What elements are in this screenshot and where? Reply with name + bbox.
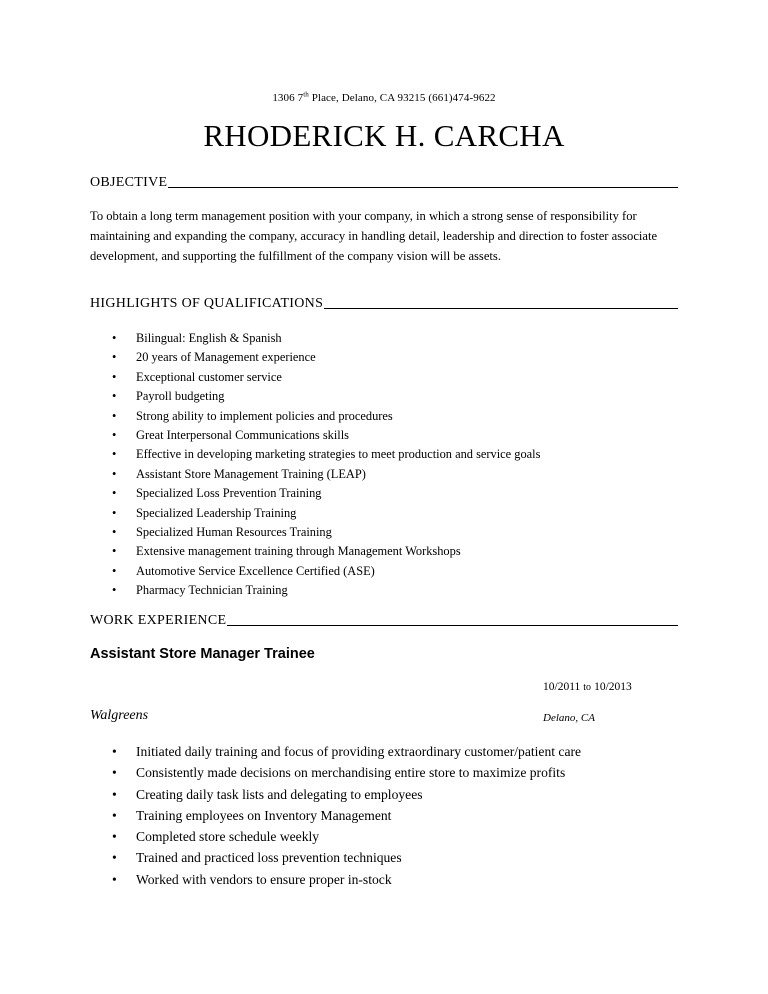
qualifications-heading-label: HIGHLIGHTS OF QUALIFICATIONS: [90, 296, 324, 311]
bullet-icon: •: [112, 486, 117, 501]
bullet-icon: •: [112, 744, 117, 759]
bullet-icon: •: [112, 389, 117, 404]
bullet-icon: •: [112, 428, 117, 443]
bullet-icon: •: [112, 331, 117, 345]
list-item: • Specialized Loss Prevention Training: [0, 484, 540, 503]
bullet-icon: •: [112, 829, 117, 845]
bullet-icon: •: [112, 544, 117, 559]
bullet-icon: •: [112, 525, 117, 540]
list-item: • Assistant Store Management Training (LEAP): [0, 465, 540, 484]
list-item: • Consistently made decisions on merchandising entire store to maximize profits: [0, 762, 581, 783]
list-item: • Effective in developing marketing strategies to meet production and service goals: [0, 445, 540, 464]
address-number: 1306 7: [272, 92, 304, 104]
heading-rule: [227, 624, 678, 626]
list-item: • Exceptional customer service: [0, 368, 540, 387]
objective-paragraph: To obtain a long term management position with your company, in which a strong sense of responsibility for maintaining and expanding the company, accuracy in handling detail, leadership and direction to foster associate development, and supporting the fulfillment of the company vision will be assets.: [90, 209, 658, 263]
bullet-icon: •: [112, 447, 117, 462]
job-location: Delano, CA: [543, 712, 595, 724]
list-item: • Automotive Service Excellence Certified (ASE): [0, 562, 540, 581]
duties-list: [0, 741, 581, 890]
list-item: • Creating daily task lists and delegating to employees: [0, 784, 581, 805]
bullet-icon: •: [112, 807, 117, 823]
job-dates: [543, 681, 632, 693]
candidate-name: RHODERICK H. CARCHA: [203, 118, 565, 153]
list-item: • 20 years of Management experience: [0, 348, 540, 367]
bullet-icon: •: [112, 850, 117, 866]
bullet-icon: •: [112, 563, 117, 578]
list-item: • Specialized Human Resources Training: [0, 523, 540, 542]
bullet-icon: •: [112, 786, 117, 802]
experience-heading-label: WORK EXPERIENCE: [90, 613, 227, 628]
qualifications-list: [0, 329, 540, 601]
list-item: • Trained and practiced loss prevention techniques: [0, 847, 581, 868]
heading-rule: [168, 186, 678, 188]
experience-heading: [90, 613, 678, 629]
list-item: • Specialized Leadership Training: [0, 504, 540, 523]
list-item: • Worked with vendors to ensure proper in-stock: [0, 869, 581, 890]
bullet-icon: •: [112, 871, 117, 887]
list-item: • Strong ability to implement policies and procedures: [0, 407, 540, 426]
contact-line: [0, 92, 768, 104]
job-title: Assistant Store Manager Trainee: [90, 646, 315, 662]
bullet-icon: •: [112, 583, 117, 598]
date-separator: to: [583, 682, 592, 693]
bullet-icon: •: [112, 369, 117, 384]
list-item: • Completed store schedule weekly: [0, 826, 581, 847]
objective-heading-label: OBJECTIVE: [90, 175, 168, 190]
list-item: • Payroll budgeting: [0, 387, 540, 406]
list-item: • Training employees on Inventory Management: [0, 805, 581, 826]
list-item: • Great Interpersonal Communications skills: [0, 426, 540, 445]
list-item: • Pharmacy Technician Training: [0, 581, 540, 600]
heading-rule: [324, 307, 678, 309]
bullet-icon: •: [112, 408, 117, 423]
bullet-icon: •: [112, 350, 117, 365]
list-item: • Initiated daily training and focus of providing extraordinary customer/patient care: [0, 741, 581, 762]
date-start: 10/2011: [543, 681, 581, 693]
objective-heading: [90, 175, 678, 191]
employer-name: Walgreens: [90, 708, 149, 723]
bullet-icon: •: [112, 505, 117, 520]
qualifications-heading: [90, 296, 678, 312]
bullet-icon: •: [112, 765, 117, 781]
address-rest: Place, Delano, CA 93215 (661)474-9622: [308, 92, 496, 104]
bullet-icon: •: [112, 466, 117, 481]
list-item: • Extensive management training through Management Workshops: [0, 542, 540, 561]
address-ordinal: th: [303, 90, 309, 99]
list-item: • Bilingual: English & Spanish: [0, 329, 540, 348]
date-end: 10/2013: [594, 681, 632, 693]
